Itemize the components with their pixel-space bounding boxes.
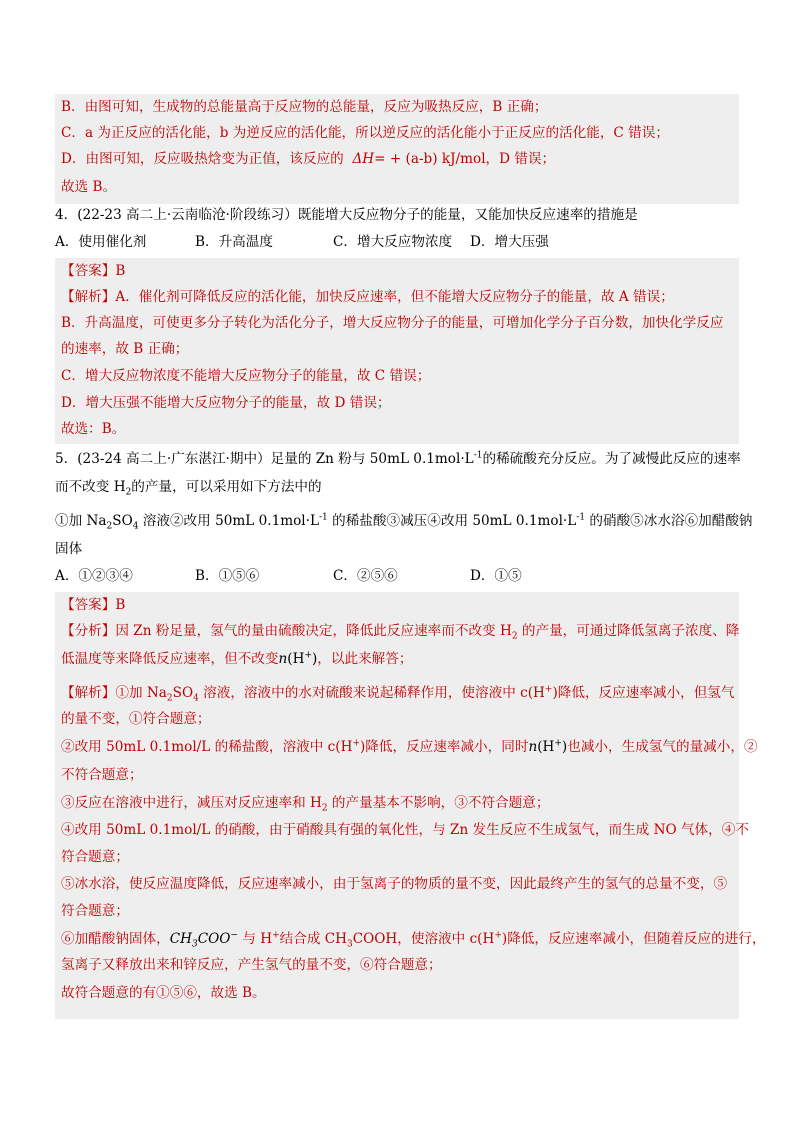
formula-h: (H [287,651,305,667]
q4-stem: 4．(22-23 高二上·云南临沧·阶段练习）既能增大反应物分子的能量，又能加快反应速率的措施是 [55,207,638,223]
analysis-line: 【解析】A．催化剂可降低反应的活化能，加快反应速率，但不能增大反应物分子的能量，故 A 错误； [61,289,674,305]
q4-answer-block [55,258,739,444]
analysis-text: ⑥加醋酸钠固体， [61,931,170,947]
analysis-line: B．升高温度，可使更多分子转化为活化分子，增大反应物分子的能量，可增加化学分子百分数，加快化学反应 [61,315,724,331]
analysis-line: B．由图可知，生成物的总能量高于反应物的总能量，反应为吸热反应，B 正确； [61,99,548,115]
analysis-text: 与 H [238,931,273,947]
q5-stem-text: 5．(23-24 高二上·广东湛江·期中）足量的 Zn 粉与 50mL 0.1mol·L [55,451,474,467]
fenxi-text: 的产量，可通过降低氢离子浓度、降 [517,623,740,639]
superscript: + [272,930,280,941]
analysis-line [61,738,758,756]
analysis-line: ④改用 50mL 0.1mol/L 的硝酸，由于硝酸具有强的氧化性，与 Zn 发生反应不生成氢气，而生成 NO 气体，④不 [61,822,749,838]
analysis-text: 【解析】①加 Na [61,685,167,701]
superscript: -1 [319,512,328,523]
superscript: + [554,738,562,749]
analysis-line: C．增大反应物浓度不能增大反应物分子的能量，故 C 错误； [61,368,431,384]
q5-items-line2: 固体 [55,541,83,557]
analysis-text: ②改用 50mL 0.1mol/L 的稀盐酸，溶液中 c(H [61,739,353,755]
q5-answer-block [55,592,766,1019]
analysis-text: 溶液，溶液中的水对硫酸来说起稀释作用，使溶液中 c(H [198,685,545,701]
q5-option-c: C．②⑤⑥ [333,568,398,584]
analysis-line [61,794,549,812]
formula-n: n [528,739,538,755]
fenxi-text: ，以此来解答； [317,651,413,667]
analysis-text: )降低，反应速率减小，但氢气 [552,685,735,701]
delta-h-value: = + (a-b) kJ/mol，D 错误； [374,151,556,167]
q4-option-d: D．增大压强 [470,234,549,250]
item-text: SO [112,513,133,529]
q5-option-a: A．①②③④ [55,568,133,584]
formula-coo: COO [197,931,231,947]
analysis-line [61,684,734,702]
analysis-line: C．a 为正反应的活化能，b 为逆反应的活化能，所以逆反应的活化能小于正反应的活化能，C 错误； [61,125,669,141]
fenxi-line [61,622,739,640]
q5-stem-text: 的产量，可以采用如下方法中的 [131,479,322,495]
subscript: 3 [192,939,198,950]
analysis-line: 符合题意； [61,903,129,919]
delta-h-symbol: ΔH [352,151,375,167]
superscript: + [352,738,360,749]
analysis-line: ⑤冰水浴，使反应温度降低，反应速率减小，由于氢离子的物质的量不变，因此最终产生的氢气的总量不变，⑤ [61,876,728,892]
fenxi-text: 【分析】因 Zn 粉足量，氢气的量由硫酸决定，降低此反应速率而不改变 H [61,623,512,639]
subscript: 2 [125,487,132,498]
analysis-text: SO [172,685,194,701]
fenxi-text: 低温度等来降低反应速率，但不改变 [61,651,279,667]
q5-stem-text: 的稀硫酸充分反应。为了减慢此反应的速率 [482,451,741,467]
q5-stem-line1 [55,450,741,468]
q4-option-b: B．升高温度 [195,234,273,250]
analysis-line: 故选 B。 [61,179,117,195]
answer-label: 【答案】B [61,263,126,279]
subscript: 2 [166,693,173,704]
fenxi-line [61,650,412,668]
analysis-text: 的产量基本不影响，③不符合题意； [327,795,550,811]
superscript: + [304,650,312,661]
analysis-line: 故符合题意的有①⑤⑥，故选 B。 [61,985,266,1001]
analysis-text: D．由图可知，反应吸热焓变为正值，该反应的 [61,151,344,167]
item-text: 的硝酸⑤冰水浴⑥加醋酸钠 [585,513,753,529]
subscript: 3 [347,939,353,950]
formula-n: n [278,651,288,667]
superscript: + [494,930,502,941]
subscript: 4 [132,521,139,532]
subscript: 2 [511,631,518,642]
analysis-line: 故选：B。 [61,421,126,437]
analysis-line: 的量不变，①符合题意； [61,711,211,727]
subscript: 2 [106,521,113,532]
formula-close: ) [561,739,568,755]
analysis-text: 结合成 CH [279,931,347,947]
answer-label: 【答案】B [61,597,126,613]
item-text: ①加 Na [55,513,107,529]
superscript: -1 [473,450,483,461]
formula-close: ) [311,651,318,667]
subscript: 4 [193,693,199,704]
q5-option-b: B．①⑤⑥ [195,568,260,584]
q5-option-d: D．①⑤ [470,568,522,584]
analysis-line [61,930,765,948]
superscript: − [230,930,238,941]
formula-ch3: CH [169,931,193,947]
analysis-line: D．增大压强不能增大反应物分子的能量，故 D 错误； [61,395,391,411]
superscript: -1 [576,512,586,523]
analysis-line [61,150,555,168]
item-text: 溶液②改用 50mL 0.1mol·L [138,513,319,529]
q5-stem-line2 [55,478,322,496]
analysis-text: 也减小，生成氢气的量减小，② [567,739,758,755]
analysis-text: )降低，反应速率减小，同时 [360,739,529,755]
subscript: 2 [321,803,328,814]
analysis-text: )降低，反应速率减小，但随着反应的进行， [501,931,766,947]
analysis-text: ③反应在溶液中进行，减压对反应速率和 H [61,795,322,811]
q5-stem-text: 而不改变 H [55,479,126,495]
q4-option-a: A．使用催化剂 [55,234,147,250]
analysis-line: 符合题意； [61,849,129,865]
analysis-line: 氢离子又释放出来和锌反应，产生氢气的量不变，⑥符合题意； [61,957,442,973]
formula-h: (H [537,739,555,755]
q4-option-c: C．增大反应物浓度 [333,234,453,250]
analysis-text: COOH，使溶液中 c(H [352,931,495,947]
analysis-line: 的速率，故 B 正确； [61,341,189,357]
superscript: + [544,684,553,695]
analysis-line: 不符合题意； [61,767,143,783]
item-text: 的稀盐酸③减压④改用 50mL 0.1mol·L [327,513,577,529]
q5-items-line1 [55,512,753,530]
prev-analysis-block [55,94,739,204]
